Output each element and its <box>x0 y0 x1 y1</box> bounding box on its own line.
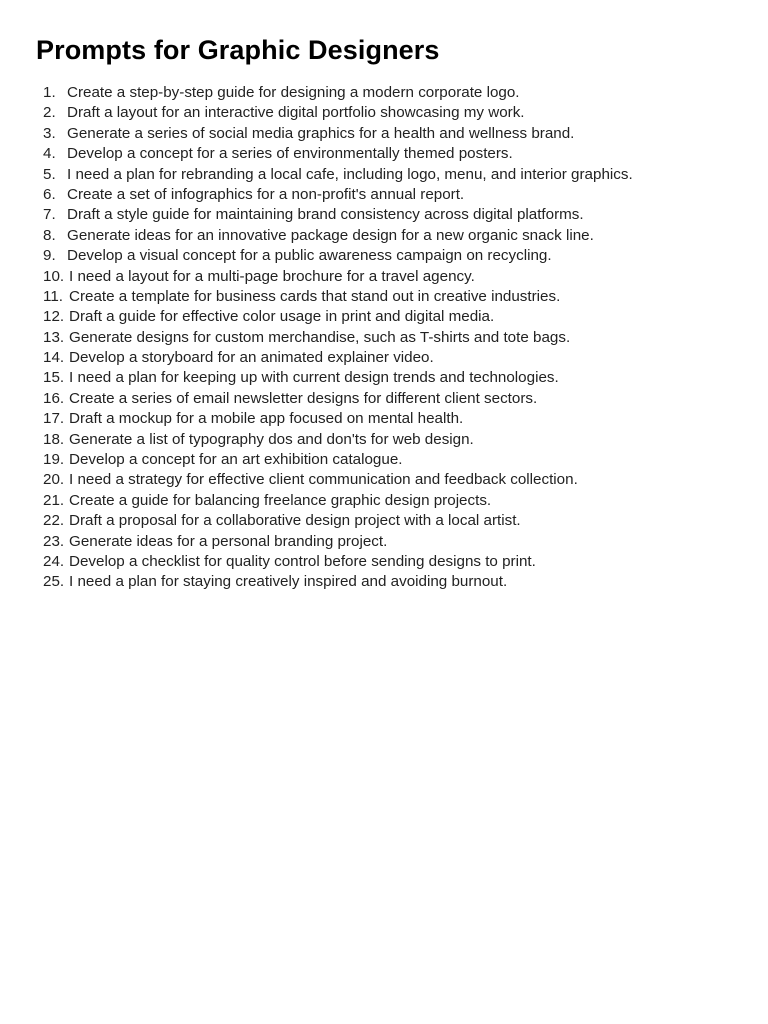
prompt-text: Draft a mockup for a mobile app focused on mental health. <box>69 410 464 428</box>
prompt-text: Create a set of infographics for a non-profit's annual report. <box>67 185 465 203</box>
prompt-number: 6. <box>43 185 56 203</box>
prompt-number: 19. <box>43 451 65 469</box>
prompt-item <box>43 246 743 266</box>
prompt-text: Generate ideas for an innovative package design for a new organic snack line. <box>67 226 594 244</box>
prompt-item <box>43 124 743 144</box>
prompt-number: 14. <box>43 349 65 367</box>
prompt-text: I need a layout for a multi-page brochure for a travel agency. <box>69 267 475 285</box>
prompt-number: 23. <box>43 532 65 550</box>
prompt-number: 16. <box>43 389 65 407</box>
prompt-item <box>43 287 743 307</box>
prompt-text: I need a plan for keeping up with current design trends and technologies. <box>69 369 559 387</box>
prompt-number: 12. <box>43 308 65 326</box>
prompt-number: 15. <box>43 369 65 387</box>
prompt-number: 25. <box>43 573 65 591</box>
prompt-text: Develop a concept for an art exhibition catalogue. <box>69 451 403 469</box>
prompt-text: Create a step-by-step guide for designing a modern corporate logo. <box>67 84 520 101</box>
prompt-text: Create a series of email newsletter designs for different client sectors. <box>69 389 538 407</box>
prompt-number: 7. <box>43 206 56 224</box>
prompt-number: 2. <box>43 104 56 122</box>
prompt-item <box>43 144 743 164</box>
prompt-item <box>43 328 743 348</box>
prompt-item <box>43 450 743 470</box>
prompt-text: I need a plan for rebranding a local cafe, including logo, menu, and interior graphics. <box>67 165 633 183</box>
prompt-number: 9. <box>43 247 56 265</box>
prompt-text: Generate designs for custom merchandise, such as T-shirts and tote bags. <box>69 328 571 346</box>
prompt-number: 10. <box>43 267 65 285</box>
prompt-item <box>43 572 743 592</box>
prompt-item <box>43 491 743 511</box>
prompt-item <box>43 103 743 123</box>
prompt-text: Develop a visual concept for a public awareness campaign on recycling. <box>67 247 552 265</box>
prompt-item <box>43 307 743 327</box>
prompt-number: 21. <box>43 491 65 509</box>
prompt-number: 3. <box>43 124 56 142</box>
prompt-item <box>43 83 743 103</box>
prompt-item <box>43 409 743 429</box>
prompt-number: 24. <box>43 552 65 570</box>
prompt-number: 17. <box>43 410 65 428</box>
prompt-item <box>43 185 743 205</box>
prompt-item <box>43 430 743 450</box>
prompt-item <box>43 368 743 388</box>
prompt-item <box>43 511 743 531</box>
prompt-text: Draft a guide for effective color usage in print and digital media. <box>69 308 495 326</box>
prompt-text: I need a strategy for effective client communication and feedback collection. <box>69 471 578 489</box>
prompt-list <box>43 83 743 593</box>
prompt-number: 20. <box>43 471 65 489</box>
prompt-text: Generate a list of typography dos and don'ts for web design. <box>69 430 474 448</box>
prompt-number: 8. <box>43 226 56 244</box>
prompt-text: Create a guide for balancing freelance graphic design projects. <box>69 491 492 509</box>
prompt-number: 13. <box>43 328 65 346</box>
prompt-number: 1. <box>43 84 56 101</box>
prompt-item <box>43 348 743 368</box>
prompt-text: Generate ideas for a personal branding project. <box>69 532 388 550</box>
prompt-item <box>43 165 743 185</box>
prompt-number: 18. <box>43 430 65 448</box>
prompt-item <box>43 532 743 552</box>
prompt-text: Develop a checklist for quality control before sending designs to print. <box>69 552 536 570</box>
prompt-text: Develop a concept for a series of environmentally themed posters. <box>67 145 513 163</box>
prompt-item <box>43 267 743 287</box>
prompt-text: Generate a series of social media graphics for a health and wellness brand. <box>67 124 575 142</box>
prompt-text: Draft a style guide for maintaining brand consistency across digital platforms. <box>67 206 584 224</box>
prompt-item <box>43 552 743 572</box>
page-title: Prompts for Graphic Designers <box>36 35 440 65</box>
prompt-item <box>43 226 743 246</box>
prompt-text: Draft a proposal for a collaborative design project with a local artist. <box>69 512 521 530</box>
prompt-number: 11. <box>43 287 63 305</box>
prompt-item <box>43 470 743 490</box>
prompt-number: 5. <box>43 165 56 183</box>
prompt-text: Draft a layout for an interactive digital portfolio showcasing my work. <box>67 104 525 122</box>
prompt-text: Create a template for business cards that stand out in creative industries. <box>69 287 561 305</box>
prompt-item <box>43 389 743 409</box>
prompt-number: 4. <box>43 145 56 163</box>
prompt-number: 22. <box>43 512 65 530</box>
prompt-text: I need a plan for staying creatively inspired and avoiding burnout. <box>69 573 508 591</box>
prompt-item <box>43 205 743 225</box>
prompt-text: Develop a storyboard for an animated explainer video. <box>69 349 434 367</box>
